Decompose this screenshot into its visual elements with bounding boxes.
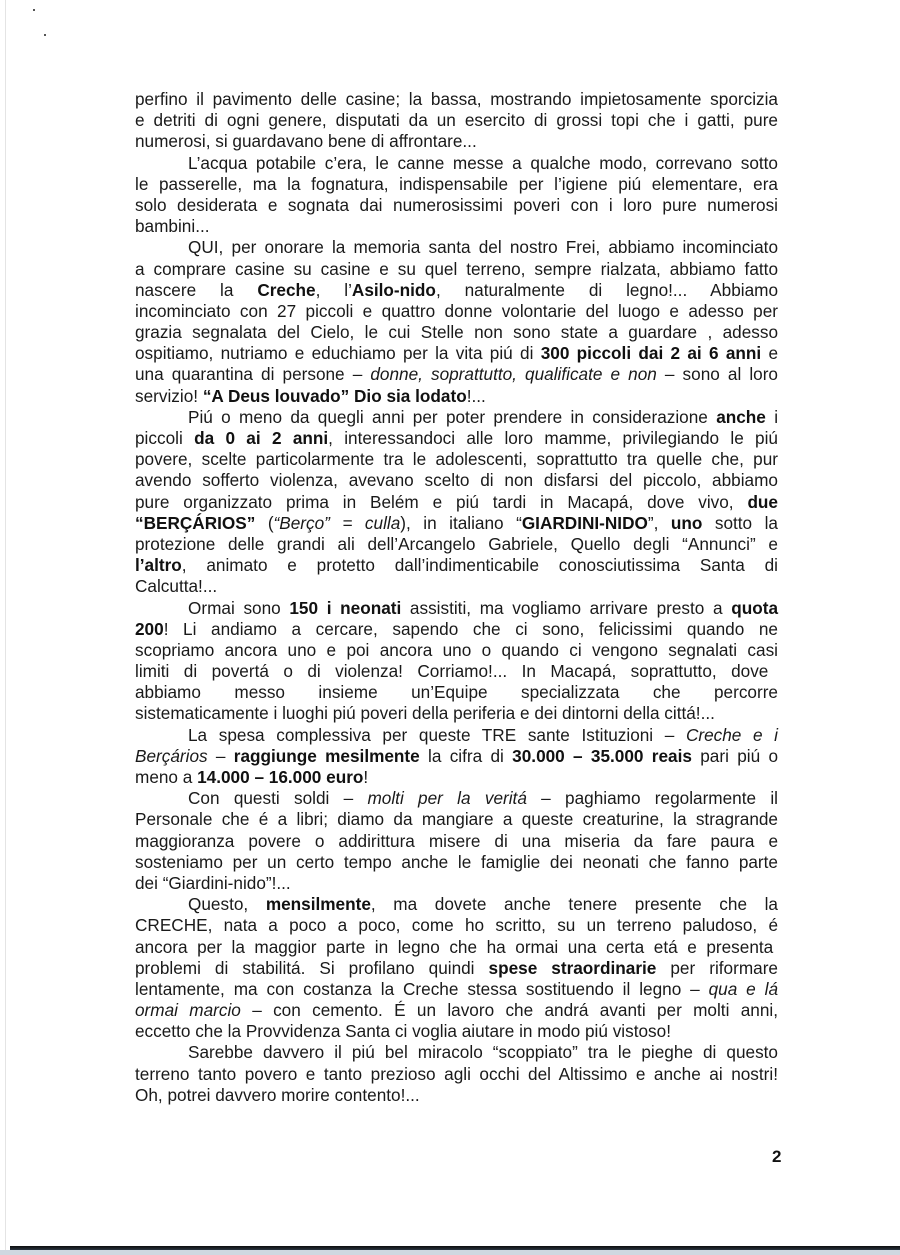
text-run: bambini... — [135, 216, 210, 237]
text-line — [135, 788, 778, 809]
text-run: ancora per la maggior parte in legno che ha ormai una certa etá e presenta — [135, 936, 774, 957]
italic-text: “Berço” = culla — [273, 512, 401, 533]
text-run: terreno tanto povero e tanto prezioso agli occhi del Altissimo e anche ai nostri! — [135, 1063, 778, 1084]
italic-text: molti per la veritá — [367, 788, 527, 809]
scan-speck — [44, 34, 46, 36]
text-run: – — [207, 745, 234, 766]
text-line — [135, 915, 778, 936]
text-run: sosteniamo per un certo tempo anche le famiglie dei neonati che fanno parte — [135, 851, 778, 872]
text-line — [135, 195, 778, 216]
text-line — [135, 661, 778, 682]
text-line — [135, 237, 778, 258]
bold-text: “BERÇÁRIOS” — [135, 512, 256, 533]
text-line — [135, 386, 778, 407]
text-run: a comprare casine su casine e su quel terreno, sempre rialzata, abbiamo fatto — [135, 258, 778, 279]
italic-text: qua e lá — [708, 978, 779, 999]
text-run: problemi di stabilitá. Si profilano quindi — [135, 957, 489, 978]
text-run: meno a — [135, 767, 198, 787]
text-run: Piú o meno da quegli anni per poter prendere in considerazione — [188, 406, 717, 427]
text-line — [135, 216, 778, 237]
italic-text: Berçários — [135, 745, 208, 766]
paragraph — [135, 89, 778, 153]
text-run: , interessandoci alle loro mamme, privilegiando le piú — [328, 428, 778, 448]
text-run: abbiamo messo insieme un’Equipe specializzata che percorre — [135, 682, 778, 703]
text-line — [135, 449, 778, 470]
bold-text: l’altro — [135, 555, 182, 576]
bold-text: 30.000 – 35.000 reais — [512, 745, 692, 766]
text-line — [135, 174, 778, 195]
text-run: pure organizzato prima in Belém e piú tardi in Macapá, dove vivo, — [135, 491, 748, 512]
bold-text: 200 — [135, 618, 164, 639]
bold-text: mensilmente — [265, 894, 371, 915]
text-run: grazia segnalata del Cielo, le cui Stelle non sono state a guardare , adesso — [135, 322, 778, 343]
bold-text: spese straordinarie — [488, 957, 657, 978]
text-run: la cifra di — [419, 745, 513, 766]
text-run: e detriti di ogni genere, disputati da un esercito di grossi topi che i gatti, pure — [135, 110, 778, 131]
text-line — [135, 703, 778, 724]
bold-text: GIARDINI-NIDO — [521, 512, 648, 533]
text-run: , l’ — [315, 279, 352, 300]
scan-left-edge — [5, 0, 6, 1250]
text-run: ! Li andiamo a cercare, sapendo che ci sono, felicissimi quando ne — [163, 618, 778, 639]
text-line — [135, 1085, 778, 1106]
text-line — [135, 131, 778, 152]
text-run: pari piú o — [691, 745, 779, 766]
scan-bottom-strip — [0, 1250, 900, 1255]
paragraph — [135, 237, 778, 407]
text-line — [135, 619, 778, 640]
italic-text: ormai marcio — [135, 1000, 241, 1021]
text-line — [135, 894, 778, 915]
text-line — [135, 598, 778, 619]
text-run: – sono al loro — [656, 364, 778, 385]
text-line — [135, 640, 778, 661]
text-run: La spesa complessiva per queste TRE sante Istituzioni – — [188, 724, 686, 745]
text-run: ), in italiano “ — [400, 512, 522, 533]
text-line — [135, 110, 778, 131]
text-line — [135, 343, 778, 364]
text-run: ”, — [647, 512, 671, 533]
text-run: sotto la — [702, 512, 778, 533]
text-run: per riformare — [656, 957, 778, 978]
text-line — [135, 1000, 778, 1021]
text-line — [135, 873, 778, 894]
paragraph — [135, 598, 778, 725]
text-line — [135, 153, 778, 174]
paragraph — [135, 1042, 778, 1106]
text-line — [135, 809, 778, 830]
text-line — [135, 576, 778, 597]
page-number: 2 — [772, 1147, 782, 1166]
text-run: scopriamo ancora uno e poi ancora uno o quando ci vengono segnalati casi — [135, 639, 778, 660]
text-run: !... — [466, 385, 486, 406]
text-line — [135, 280, 778, 301]
bold-text: “A Deus louvado” Dio sia lodato — [202, 385, 467, 406]
text-line — [135, 259, 778, 280]
italic-text: Creche e i — [685, 724, 778, 745]
bold-text: raggiunge mesilmente — [233, 745, 420, 766]
bold-text: quota — [731, 597, 779, 618]
text-line — [135, 513, 778, 534]
text-run: Questo, — [188, 894, 266, 915]
text-run: perfino il pavimento delle casine; la bassa, mostrando impietosamente sporcizia — [135, 89, 778, 109]
text-run: sistematicamente i luoghi piú poveri della periferia e dei dintorni della cittá!... — [135, 703, 715, 724]
text-run: , naturalmente di legno!... Abbiamo — [435, 279, 779, 300]
text-line — [135, 937, 778, 958]
text-line — [135, 767, 778, 788]
text-run: nascere la — [135, 279, 258, 300]
text-line — [135, 746, 778, 767]
text-run: povere, scelte particolarmente tra le adolescenti, soprattutto tra quelle che, pur — [135, 449, 778, 470]
text-run: incominciato con 27 piccoli e quattro donne volontarie del luogo e adesso per — [135, 300, 778, 321]
paragraph — [135, 153, 778, 238]
paragraph — [135, 788, 778, 894]
text-run: le passerelle, ma la fognatura, indispensabile per l’igiene piú elementare, era — [135, 173, 778, 194]
text-line — [135, 301, 778, 322]
text-run: QUI, per onorare la memoria santa del nostro Frei, abbiamo incominciato — [188, 237, 778, 258]
text-line — [135, 725, 778, 746]
text-run: CRECHE, nata a poco a poco, come ho scritto, su un terreno paludoso, é — [135, 915, 778, 936]
text-run: – paghiamo regolarmente il — [526, 788, 778, 809]
text-run: lentamente, ma con costanza la Creche stessa sostituendo il legno – — [135, 978, 709, 999]
bold-text: da 0 ai 2 anni — [194, 428, 329, 448]
text-line — [135, 958, 778, 979]
paragraph — [135, 725, 778, 789]
text-run: Oh, potrei davvero morire contento!... — [135, 1084, 420, 1105]
text-run: , ma dovete anche tenere presente che la — [370, 894, 778, 915]
text-run: una quarantina di persone – — [135, 364, 371, 385]
document-body — [135, 89, 778, 1106]
paragraph — [135, 894, 778, 1042]
bold-text: Creche — [257, 279, 316, 300]
bold-text: 150 i neonati — [289, 597, 402, 618]
bold-text: 300 piccoli dai 2 ai 6 anni — [540, 343, 762, 364]
text-run: limiti di povertá o di violenza! Corriamo!... In Macapá, soprattutto, dove — [135, 661, 769, 682]
text-line — [135, 364, 778, 385]
text-line — [135, 492, 778, 513]
text-run: Sarebbe davvero il piú bel miracolo “scoppiato” tra le pieghe di questo — [188, 1042, 778, 1063]
text-run: Personale che é a libri; diamo da mangiare a queste creaturine, la stragrande — [135, 809, 778, 830]
bold-text: Asilo-nido — [351, 279, 436, 300]
text-line — [135, 1021, 778, 1042]
text-line — [135, 1042, 778, 1063]
paragraph — [135, 407, 778, 598]
text-line — [135, 534, 778, 555]
bold-text: anche — [716, 406, 766, 427]
text-run: ( — [255, 512, 274, 533]
text-run: – con cemento. É un lavoro che andrá avanti per molti anni, — [240, 1000, 778, 1021]
text-run: piccoli — [135, 428, 195, 448]
text-line — [135, 470, 778, 491]
text-line — [135, 407, 778, 428]
text-line — [135, 555, 778, 576]
text-line — [135, 979, 778, 1000]
text-line — [135, 322, 778, 343]
text-run: L’acqua potabile c’era, le canne messe a qualche modo, correvano sotto — [188, 152, 778, 173]
text-run: i — [765, 406, 779, 427]
text-line — [135, 1064, 778, 1085]
text-run: ospitiamo, nutriamo e educhiamo per la vita piú di — [135, 343, 541, 364]
text-line — [135, 89, 778, 110]
text-run: assistiti, ma vogliamo arrivare presto a — [401, 597, 732, 618]
text-run: protezione delle grandi ali dell’Arcangelo Gabriele, Quello degli “Annunci” e — [135, 533, 778, 554]
text-line — [135, 428, 778, 449]
text-run: servizio! — [135, 385, 203, 406]
text-line — [135, 852, 778, 873]
bold-text: 14.000 – 16.000 euro — [197, 767, 364, 787]
text-line — [135, 831, 778, 852]
scan-speck — [33, 9, 35, 11]
italic-text: donne, soprattutto, qualificate e non — [370, 364, 657, 385]
text-run: numerosi, si guardavano bene di affrontare... — [135, 131, 477, 152]
text-run: eccetto che la Provvidenza Santa ci voglia aiutare in modo piú vistoso! — [135, 1021, 671, 1042]
text-run: solo desiderata e sognata dai numerosissimi poveri con i loro pure numerosi — [135, 194, 778, 215]
text-run: ! — [363, 767, 369, 787]
text-run: maggioranza povere o addirittura misere di una miseria da fare paura e — [135, 830, 778, 851]
text-run: e — [761, 343, 779, 364]
text-run: Ormai sono — [188, 597, 290, 618]
bold-text: due — [747, 491, 778, 512]
text-line — [135, 682, 778, 703]
text-run: Con questi soldi – — [188, 788, 368, 809]
bold-text: uno — [670, 512, 703, 533]
text-run: Calcutta!... — [135, 576, 218, 597]
text-run: , animato e protetto dall’indimenticabile conosciutissima Santa di — [181, 555, 778, 576]
text-run: avendo sofferto violenza, avevano scelto di non disfarsi del piccolo, abbiamo — [135, 470, 778, 491]
text-run: dei “Giardini-nido”!... — [135, 872, 291, 893]
